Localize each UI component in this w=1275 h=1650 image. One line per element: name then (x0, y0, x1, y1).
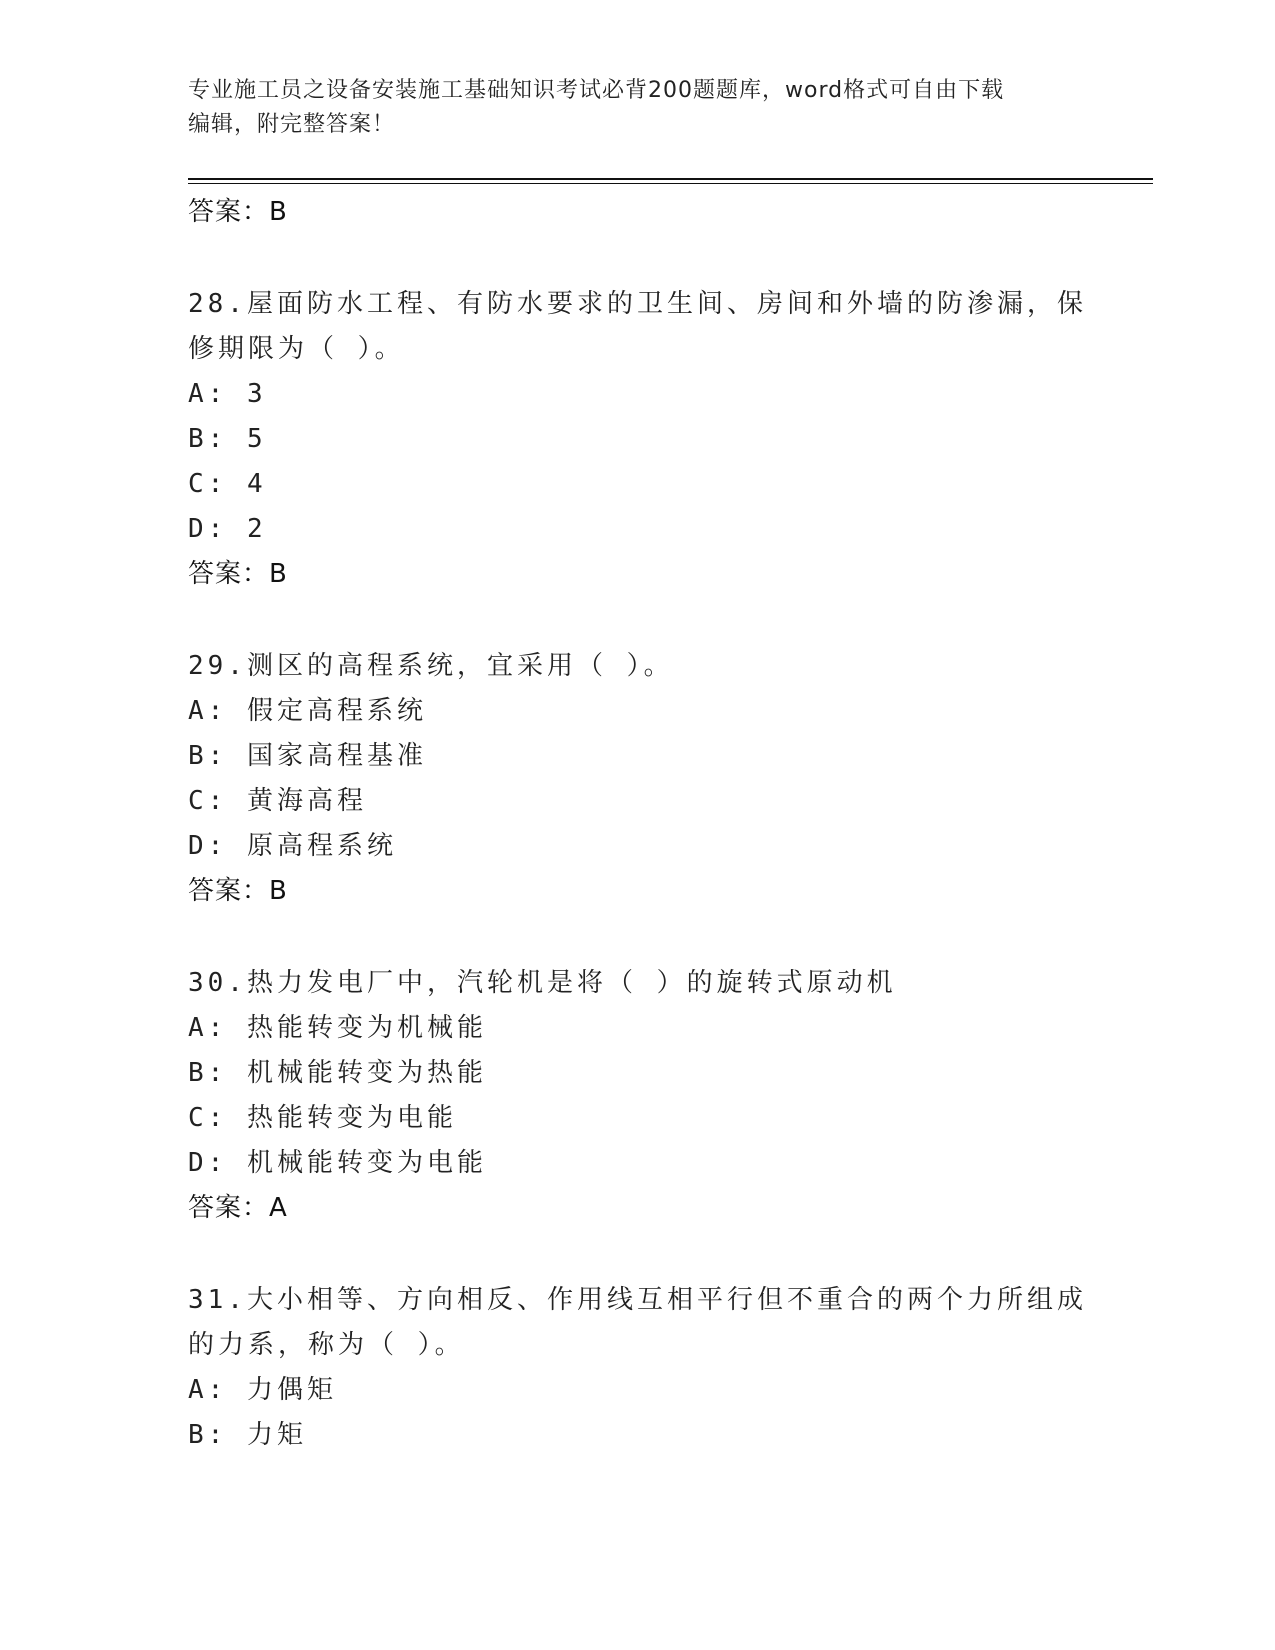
question-text: 29.测区的高程系统，宜采用（ ）。 (188, 651, 674, 681)
question-block (188, 1278, 1088, 1458)
spacer (188, 1230, 1088, 1278)
header-line-1: 专业施工员之设备安装施工基础知识考试必背200题题库，word格式可自由下载 (188, 78, 1005, 103)
header-rule-thick (188, 178, 1153, 180)
answer-line: 答案：B (188, 876, 288, 906)
answer-line: 答案：A (188, 1193, 288, 1223)
option-a: A: 热能转变为机械能 (188, 1013, 487, 1043)
question-block (188, 644, 1088, 913)
header-rule-thin (188, 183, 1153, 184)
spacer (188, 913, 1088, 961)
question-list (188, 190, 1088, 1458)
question-text: 31.大小相等、方向相反、作用线互相平行但不重合的两个力所组成的力系，称为（ ）。 (188, 1285, 1087, 1360)
option-b: B: 5 (188, 424, 267, 454)
option-c: C: 热能转变为电能 (188, 1103, 457, 1133)
header-line-2: 编辑，附完整答案！ (188, 112, 396, 137)
option-b: B: 机械能转变为热能 (188, 1058, 487, 1088)
question-text: 30.热力发电厂中，汽轮机是将（ ）的旋转式原动机 (188, 968, 897, 998)
option-a: A: 假定高程系统 (188, 696, 427, 726)
option-b: B: 国家高程基准 (188, 741, 427, 771)
question-block (188, 961, 1088, 1230)
option-d: D: 原高程系统 (188, 831, 397, 861)
answer-line: 答案：B (188, 559, 288, 589)
option-c: C: 黄海高程 (188, 786, 367, 816)
question-text: 28.屋面防水工程、有防水要求的卫生间、房间和外墙的防渗漏，保修期限为（ ）。 (188, 289, 1087, 364)
option-d: D: 机械能转变为电能 (188, 1148, 487, 1178)
spacer (188, 234, 1088, 282)
spacer (188, 596, 1088, 644)
option-a: A: 力偶矩 (188, 1375, 337, 1405)
answer-line: 答案：B (188, 197, 288, 227)
question-block (188, 282, 1088, 596)
option-b: B: 力矩 (188, 1420, 307, 1450)
option-a: A: 3 (188, 379, 267, 409)
document-header (188, 74, 1088, 142)
option-d: D: 2 (188, 514, 267, 544)
option-c: C: 4 (188, 469, 267, 499)
